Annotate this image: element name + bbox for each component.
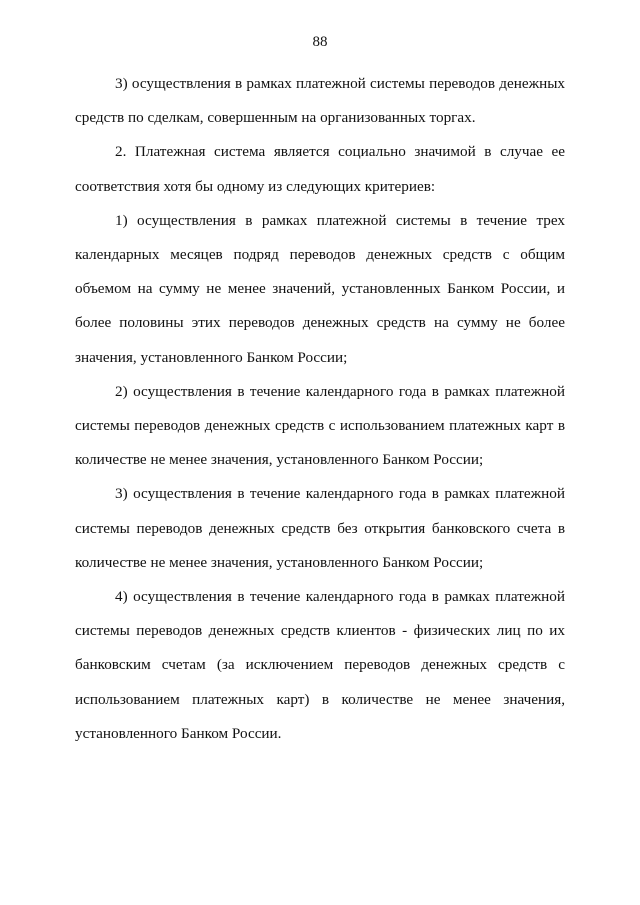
document-body [75,67,565,751]
paragraph-criterion-3: 3) осуществления в течение календарного года в рамках платежной системы переводов денежных средств без открытия банковского счета в количестве не менее значения, установленного Банком России; [75,485,565,571]
paragraph-item-3-trading: 3) осуществления в рамках платежной системы переводов денежных средств по сделкам, совершенным на организованных торгах. [75,75,565,127]
page-number: 88 [312,34,328,50]
paragraph-criterion-1: 1) осуществления в рамках платежной системы в течение трех календарных месяцев подряд переводов денежных средств с общим объемом на сумму не менее значений, установленных Банком России, и более половины этих переводов денежных средств на сумму не более значения, установленного Банком России; [75,211,565,366]
paragraph-criterion-2: 2) осуществления в течение календарного года в рамках платежной системы переводов денежных средств с использованием платежных карт в количестве не менее значения, установленного Банком России; [75,382,565,469]
paragraph-criterion-4: 4) осуществления в течение календарного года в рамках платежной системы переводов денежных средств клиентов - физических лиц по их банковским счетам (за исключением переводов денежных средств с использованием платежных карт) в количестве не менее значения, установленного Банком России. [75,588,565,742]
paragraph-criteria-intro: 2. Платежная система является социально значимой в случае ее соответствия хотя бы одному из следующих критериев: [75,143,565,195]
